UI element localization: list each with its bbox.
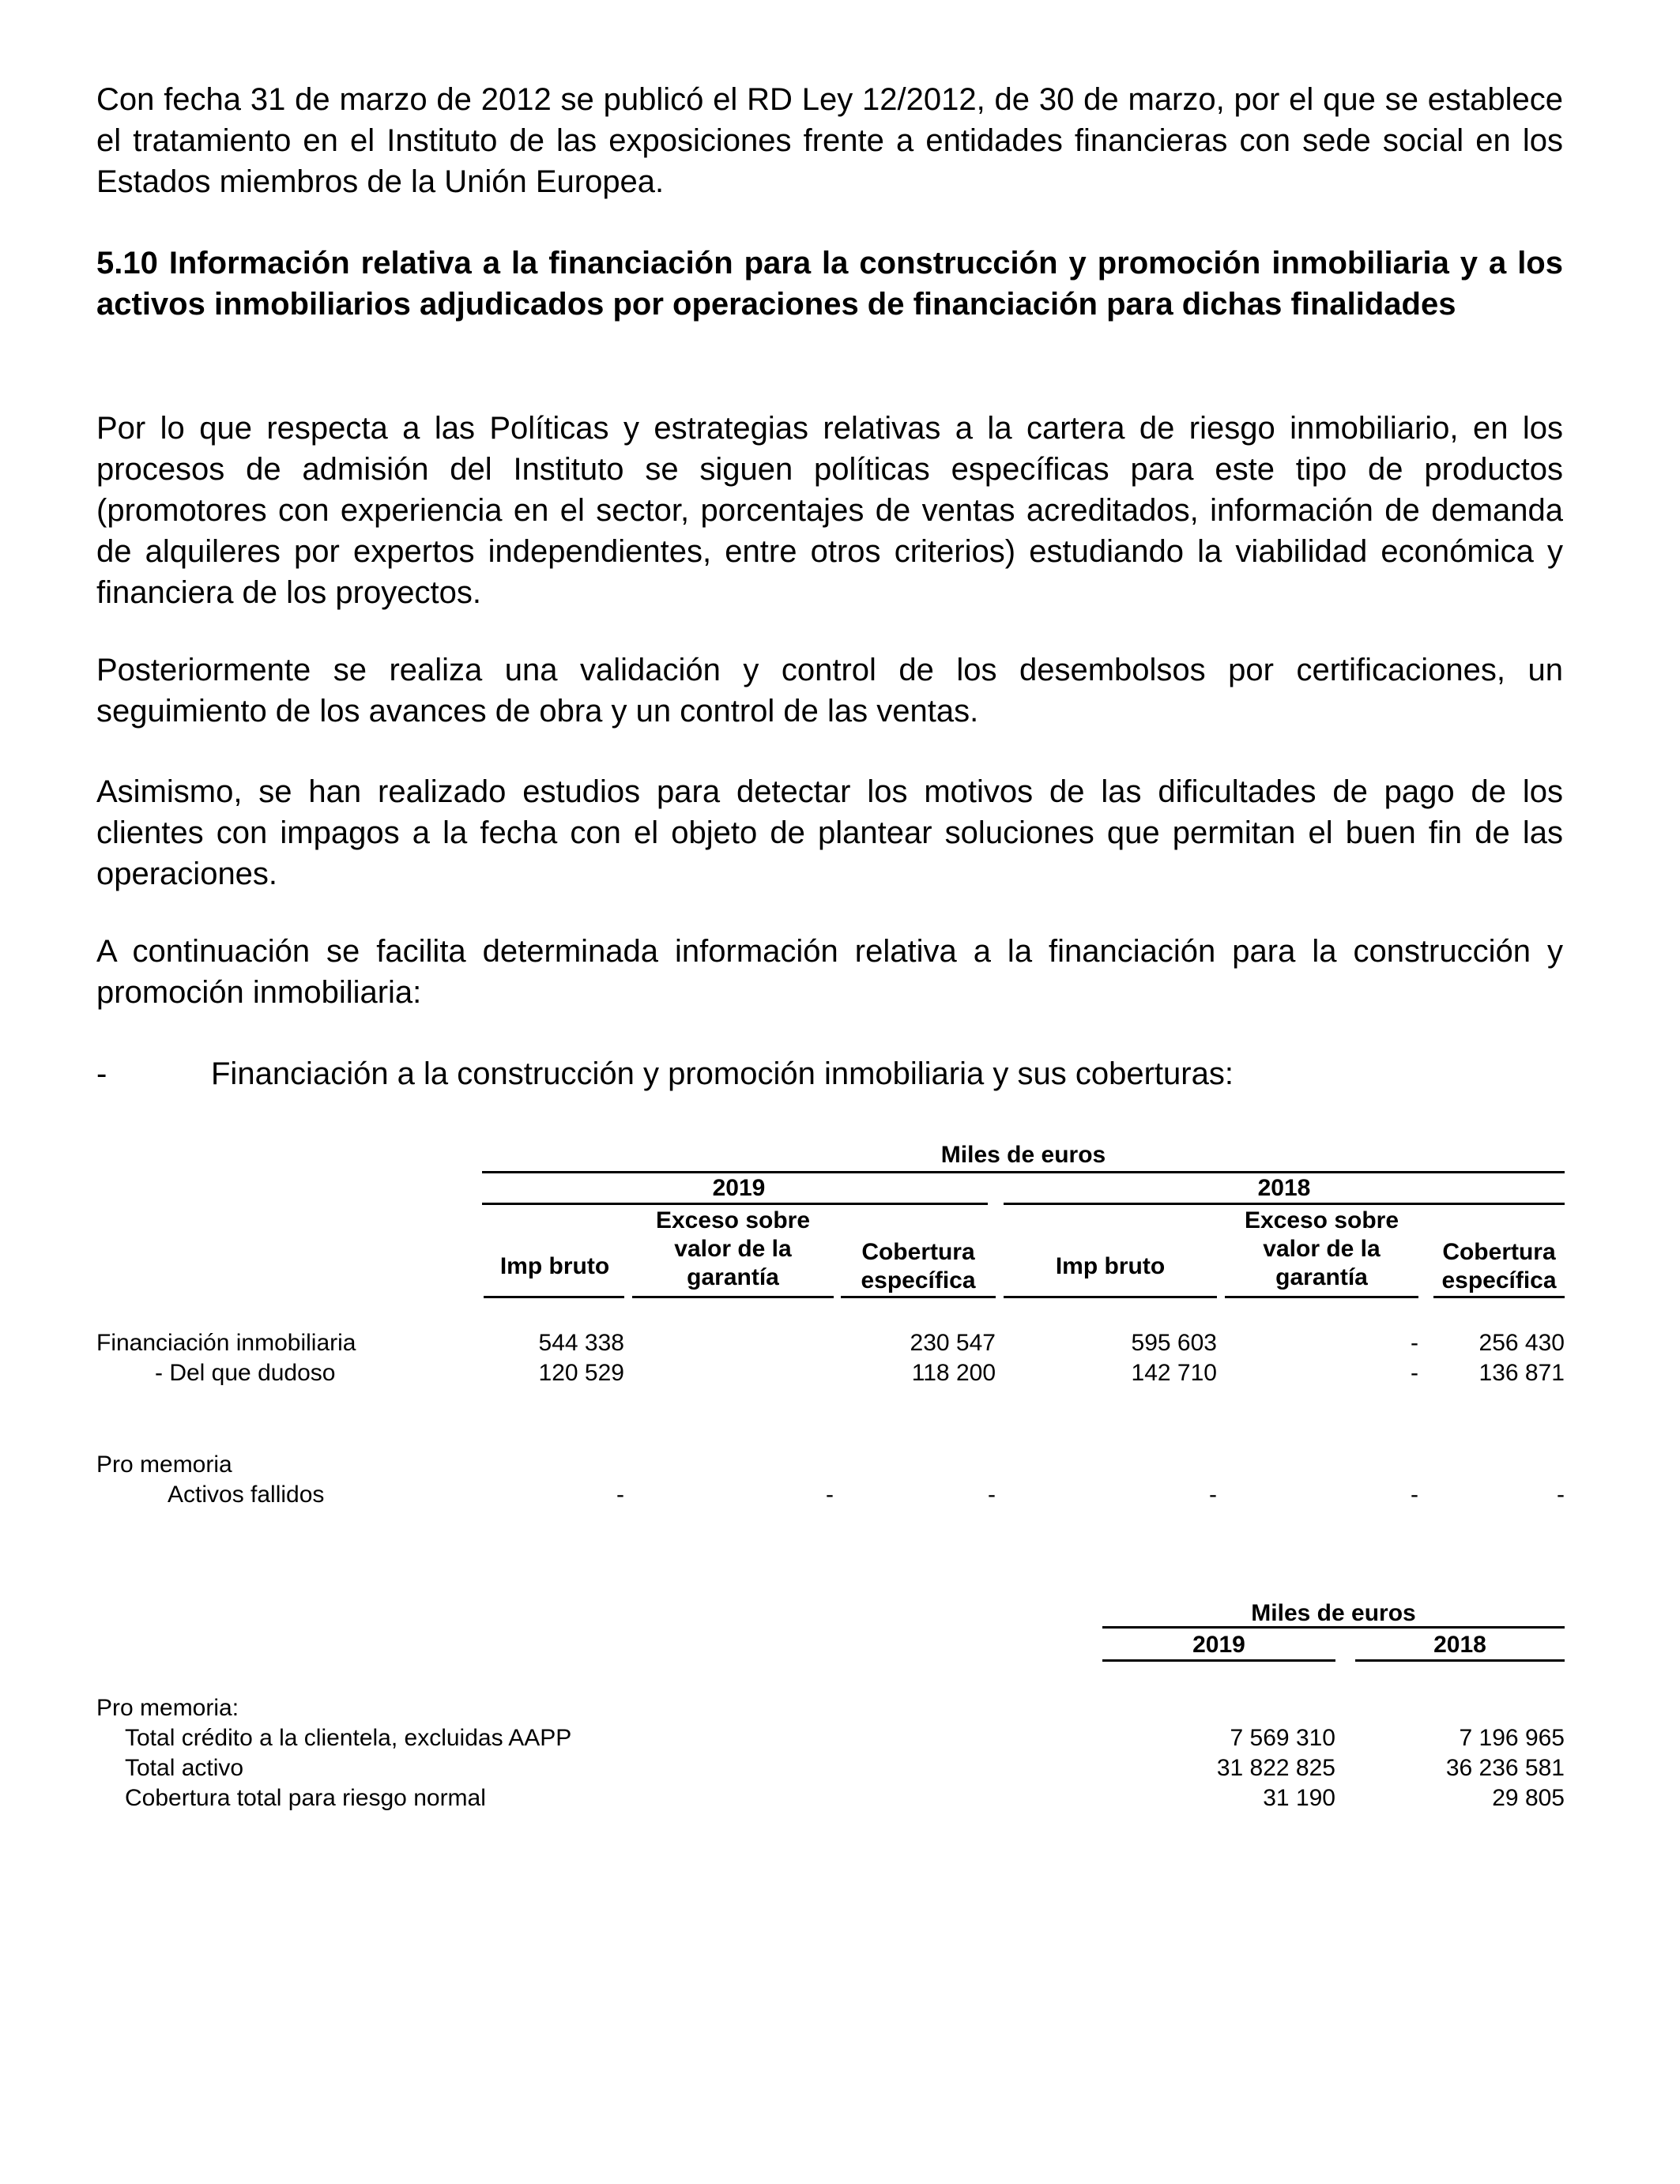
paragraph-intro: A continuación se facilita determinada información relativa a la financiación para la construcción y promoción inmobiliaria: bbox=[96, 934, 1563, 1010]
row-label: Total activo bbox=[125, 1755, 244, 1781]
memo-label: Pro memoria bbox=[96, 1452, 232, 1478]
table-cell: - bbox=[1411, 1330, 1418, 1356]
divider bbox=[841, 1296, 996, 1298]
divider bbox=[482, 1203, 988, 1205]
paragraph-validation: Posteriormente se realiza una validación y control de los desembolsos por certificaciones, un seguimiento de los avances de obra y un control de las ventas. bbox=[96, 653, 1563, 729]
year-2018-header: 2018 bbox=[1433, 1632, 1486, 1658]
table-cell: - bbox=[616, 1482, 624, 1508]
divider bbox=[482, 1171, 1565, 1173]
table-cell: 136 871 bbox=[1478, 1360, 1565, 1386]
row-label: Cobertura total para riesgo normal bbox=[125, 1785, 486, 1811]
table-cell: - bbox=[1411, 1482, 1418, 1508]
unit-header: Miles de euros bbox=[1251, 1600, 1416, 1626]
table-cell: 595 603 bbox=[1131, 1330, 1217, 1356]
table-cell: - bbox=[988, 1482, 996, 1508]
divider bbox=[1102, 1659, 1335, 1662]
table-cell: 142 710 bbox=[1131, 1360, 1217, 1386]
table-cell: 256 430 bbox=[1478, 1330, 1565, 1356]
bullet-dash: - bbox=[96, 1056, 107, 1091]
table-cell: 7 569 310 bbox=[1230, 1725, 1335, 1751]
row-label: Financiación inmobiliaria bbox=[96, 1330, 356, 1356]
table-cell: - bbox=[826, 1482, 834, 1508]
table-cell: 7 196 965 bbox=[1459, 1725, 1565, 1751]
year-2018-header: 2018 bbox=[1257, 1175, 1311, 1201]
divider bbox=[1433, 1296, 1565, 1298]
table-cell: 118 200 bbox=[911, 1360, 996, 1386]
table-cell: 544 338 bbox=[538, 1330, 624, 1356]
bullet-text: Financiación a la construcción y promoción inmobiliaria y sus coberturas: bbox=[211, 1056, 1234, 1091]
table-cell: 29 805 bbox=[1492, 1785, 1565, 1811]
paragraph-rd-ley: Con fecha 31 de marzo de 2012 se publicó el RD Ley 12/2012, de 30 de marzo, por el que se establece el tratamiento en el Instituto de las exposiciones frente a entidades financieras con sede social en los Estados miembros de la Unión Europea. bbox=[96, 82, 1563, 199]
table-cell: 31 190 bbox=[1263, 1785, 1335, 1811]
row-label: - Del que dudoso bbox=[155, 1360, 336, 1386]
table-cell: - bbox=[1411, 1360, 1418, 1386]
divider bbox=[484, 1296, 624, 1298]
divider bbox=[1355, 1659, 1565, 1662]
year-2019-header: 2019 bbox=[712, 1175, 766, 1201]
row-label: Total crédito a la clientela, excluidas AAPP bbox=[125, 1725, 572, 1751]
col-header: Cobertura específica bbox=[1441, 1239, 1557, 1293]
section-heading: 5.10 Información relativa a la financiación para la construcción y promoción inmobiliaria y a los activos inmobiliarios adjudicados por operaciones de financiación para dichas finalidades bbox=[96, 246, 1563, 322]
unit-header: Miles de euros bbox=[940, 1142, 1106, 1168]
table-cell: 230 547 bbox=[910, 1330, 996, 1356]
paragraph-policies: Por lo que respecta a las Políticas y estrategias relativas a la cartera de riesgo inmobiliario, en los procesos de admisión del Instituto se siguen políticas específicas para este tipo de productos (promotores con experiencia en el sector, porcentajes de ventas acreditados, información de demanda de alquileres por expertos independientes, entre otros criterios) estudiando la viabilidad económica y financiera de los proyectos. bbox=[96, 411, 1563, 610]
divider bbox=[632, 1296, 834, 1298]
table-cell: 36 236 581 bbox=[1445, 1755, 1565, 1781]
col-header: Exceso sobre valor de la garantía bbox=[1244, 1207, 1399, 1290]
col-header: Cobertura específica bbox=[861, 1239, 976, 1293]
divider bbox=[1004, 1296, 1217, 1298]
divider bbox=[1102, 1626, 1565, 1629]
memo-label: Pro memoria: bbox=[96, 1695, 239, 1721]
year-2019-header: 2019 bbox=[1192, 1632, 1245, 1658]
col-header: Imp bruto bbox=[499, 1253, 610, 1279]
divider bbox=[1004, 1203, 1565, 1205]
divider bbox=[1225, 1296, 1418, 1298]
table-cell: - bbox=[1209, 1482, 1217, 1508]
paragraph-studies: Asimismo, se han realizado estudios para detectar los motivos de las dificultades de pago de los clientes con impagos a la fecha con el objeto de plantear soluciones que permitan el buen fin de las operaciones. bbox=[96, 774, 1563, 891]
table-cell: - bbox=[1557, 1482, 1565, 1508]
table-cell: 120 529 bbox=[538, 1360, 624, 1386]
row-label: Activos fallidos bbox=[168, 1482, 325, 1508]
table-cell: 31 822 825 bbox=[1216, 1755, 1335, 1781]
col-header: Exceso sobre valor de la garantía bbox=[655, 1207, 811, 1290]
col-header: Imp bruto bbox=[1055, 1253, 1166, 1279]
